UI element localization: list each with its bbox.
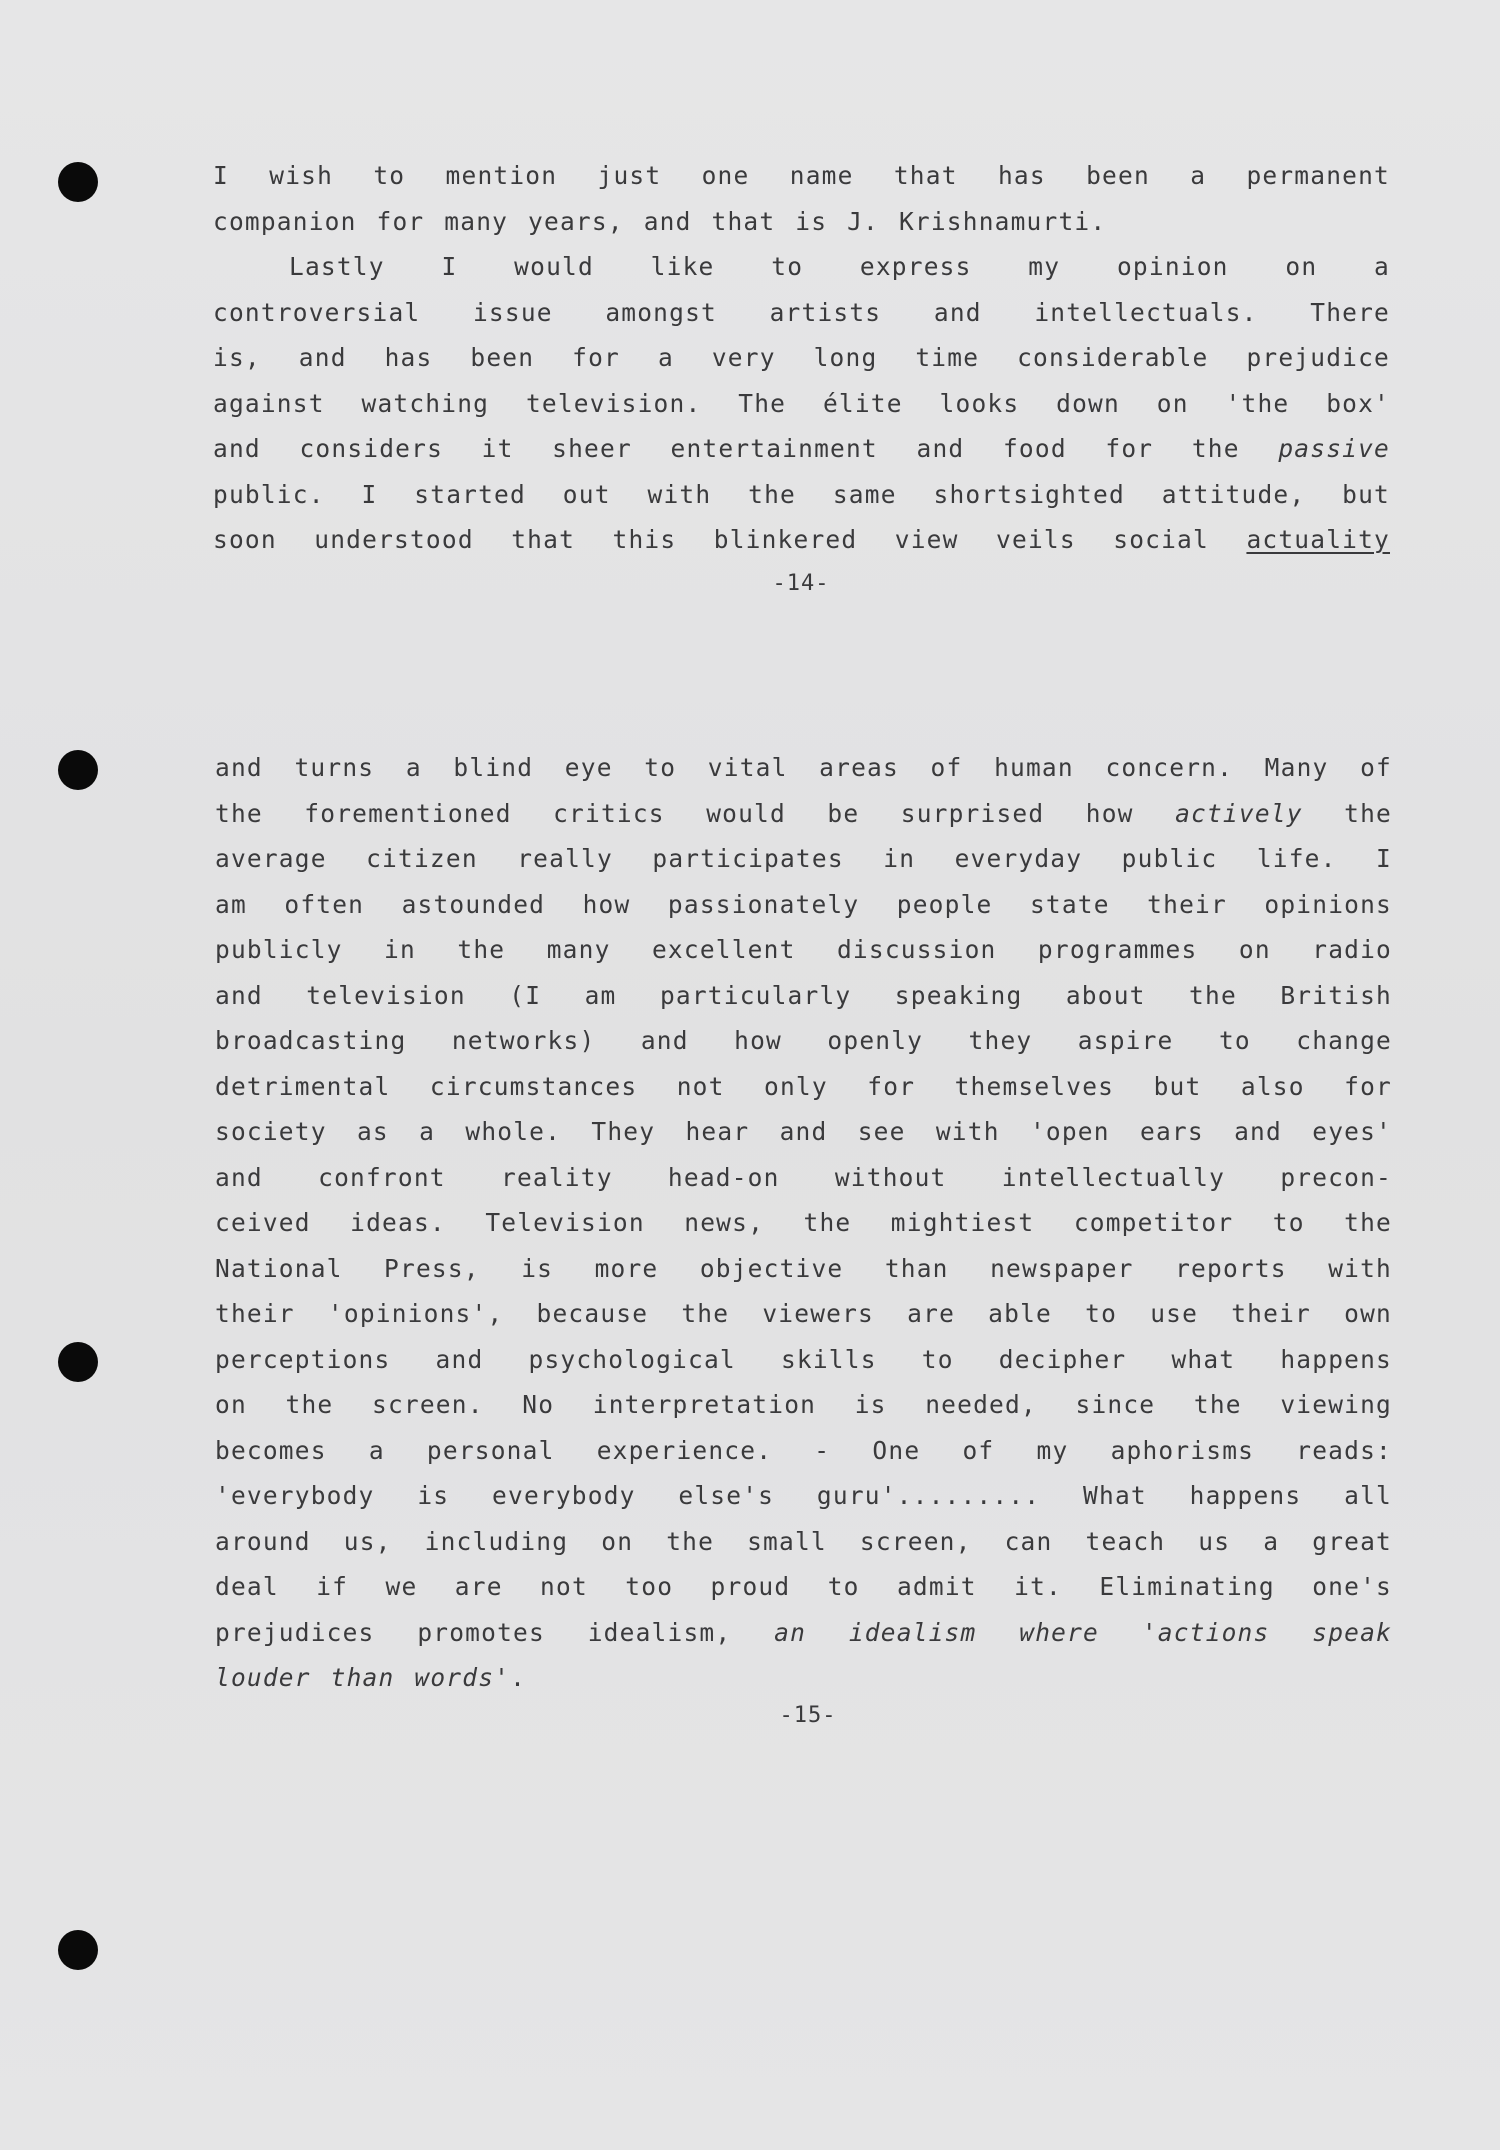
text-line: [213, 517, 1390, 563]
text-line: perceptions and psychological skills to decipher what happens: [215, 1344, 1392, 1374]
text-segment: the: [1344, 798, 1392, 828]
italic-text: louder than words': [215, 1663, 511, 1692]
page-14-body: [213, 153, 1390, 563]
text-line: 'everybody is everybody else's guru'......... What happens all: [215, 1481, 1392, 1510]
punch-hole: [58, 750, 98, 790]
page-number: -14-: [772, 571, 830, 596]
text-line: am often astounded how passionately people state their opinions: [215, 889, 1392, 919]
italic-text: passive: [1278, 434, 1390, 463]
punch-hole: [58, 162, 98, 202]
text-line: publicly in the many excellent discussion programmes on radio: [215, 935, 1392, 964]
text-line: [215, 1610, 1392, 1656]
text-line: on the screen. No interpretation is needed, since the viewing: [215, 1390, 1392, 1419]
text-line: controversial issue amongst artists and intellectuals. There: [213, 297, 1390, 327]
text-line: around us, including on the small screen, can teach us a great: [215, 1526, 1392, 1556]
text-line: and confront reality head-on without intellectually precon-: [215, 1162, 1392, 1192]
text-line: [213, 426, 1390, 472]
text-line: broadcasting networks) and how openly they aspire to change: [215, 1026, 1392, 1055]
italic-text: actively: [1175, 798, 1303, 828]
text-line: is, and has been for a very long time considerable prejudice: [213, 343, 1390, 372]
text-line: [215, 791, 1392, 837]
text-line: and television (I am particularly speaking about the British: [215, 980, 1392, 1010]
text-line: public. I started out with the same shortsighted attitude, but: [213, 479, 1390, 509]
italic-text: an idealism where 'actions speak: [774, 1617, 1392, 1647]
text-line: [215, 1655, 1392, 1701]
text-line: society as a whole. They hear and see with 'open ears and eyes': [215, 1117, 1392, 1146]
text-line: I wish to mention just one name that has been a permanent: [213, 161, 1390, 190]
text-line: becomes a personal experience. - One of my aphorisms reads:: [215, 1435, 1392, 1465]
text-segment: prejudices promotes idealism,: [215, 1617, 732, 1647]
page-number: -15-: [779, 1703, 837, 1728]
text-line: ceived ideas. Television news, the mightiest competitor to the: [215, 1208, 1392, 1237]
text-segment: and considers it sheer entertainment and food for the: [213, 434, 1240, 463]
underlined-text: actuality: [1246, 525, 1390, 554]
page-15-body: [215, 745, 1392, 1701]
text-line: detrimental circumstances not only for themselves but also for: [215, 1071, 1392, 1101]
text-segment: soon understood that this blinkered view veils social: [213, 525, 1209, 554]
text-segment: the forementioned critics would be surprised how: [215, 798, 1134, 828]
text-line: against watching television. The élite looks down on 'the box': [213, 388, 1390, 418]
text-segment: .: [510, 1663, 527, 1692]
text-line: and turns a blind eye to vital areas of human concern. Many of: [215, 753, 1392, 782]
text-line: deal if we are not too proud to admit it. Eliminating one's: [215, 1572, 1392, 1601]
text-line: National Press, is more objective than newspaper reports with: [215, 1253, 1392, 1283]
text-line: their 'opinions', because the viewers are able to use their own: [215, 1299, 1392, 1328]
punch-hole: [58, 1930, 98, 1970]
punch-hole: [58, 1342, 98, 1382]
text-line: Lastly I would like to express my opinion on a: [289, 252, 1390, 281]
text-line: companion for many years, and that is J. Krishnamurti.: [213, 206, 1107, 236]
text-line: average citizen really participates in everyday public life. I: [215, 844, 1392, 873]
